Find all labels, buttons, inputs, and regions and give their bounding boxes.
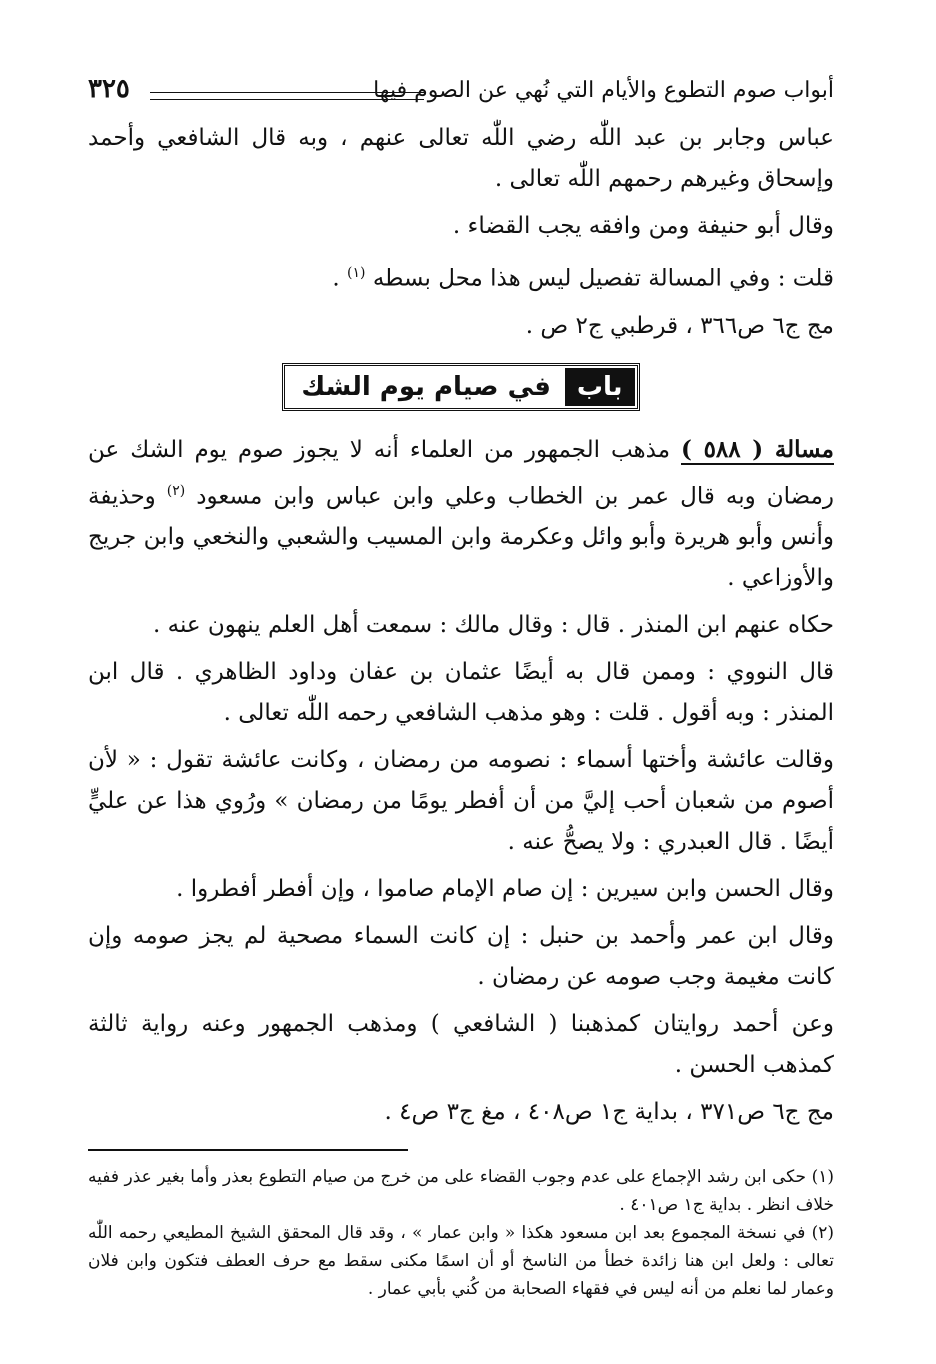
masala-label: مسالة ( ٥٨٨ ) [681, 435, 834, 463]
paragraph-masala [88, 429, 834, 600]
chapter-title: في صيام يوم الشك [301, 371, 551, 402]
footnote-1: (١) حكى ابن رشد الإجماع على عدم وجوب القضاء على من خرج من صيام التطوع بعذر وأما بغير عذر ففيه خلاف انظر . بداية ج١ ص٤٠١ . [88, 1167, 834, 1216]
masala-text-b: وحذيفة وأنس وأبو هريرة وأبو وائل وعكرمة وابن المسيب والشعبي والنخعي وابن جريج والأوزاعي . [88, 483, 834, 592]
paragraph-8: وقالت عائشة وأختها أسماء : نصومه من رمضان ، وكانت عائشة تقول : « لأن أصوم من شعبان أحب إليَّ من أن أفطر يومًا من رمضان » ورُوي هذا عن عليٍّ أيضًا . قال العبدري : ولا يصحُّ عنه . [88, 747, 834, 856]
paragraph-1: عباس وجابر بن عبد اللّٰه رضي اللّٰه تعالى عنهم ، وبه قال الشافعي وأحمد وإسحاق وغيرهم رحمهم اللّٰه تعالى . [88, 125, 834, 192]
footnote-separator [88, 1149, 408, 1151]
paragraph-11: وعن أحمد روايتان كمذهبنا ( الشافعي ) ومذهب الجمهور وعنه رواية ثالثة كمذهب الحسن . [88, 1011, 834, 1079]
paragraph-2: وقال أبو حنيفة ومن وافقه يجب القضاء . [452, 213, 834, 239]
reference-line-2: مج ج٦ ص٣٧١ ، بداية ج١ ص٤٠٨ ، مغ ج٣ ص٤ . [384, 1099, 834, 1126]
page-header [88, 74, 834, 118]
paragraph-9: وقال الحسن وابن سيرين : إن صام الإمام صاموا ، وإن أفطر أفطروا . [176, 876, 834, 903]
footnote-ref-1[interactable]: (١) [347, 265, 366, 281]
footnote-ref-2[interactable]: (٢) [166, 482, 186, 499]
page-number: ٣٢٥ [88, 74, 130, 104]
paragraph-7: قال النووي : وممن قال به أيضًا عثمان بن عفان وداود الظاهري . قال ابن المنذر : وبه أقول . قلت : وهو مذهب الشافعي رحمه اللّٰه تعالى . [88, 659, 834, 727]
chapter-bab-label: باب [565, 368, 635, 406]
footnote-2: (٢) في نسخة المجموع بعد ابن مسعود هكذا « وابن عمار » ، وقد قال المحقق الشيخ المطيعي رحمه اللّٰه تعالى : ولعل ابن هنا زائدة خطأ من الناسخ أو أن اسمًا مكنى سقط مع حرف العطف فتكون وابن فلان وعمار لما نعلم من أنه ليس في فقهاء الصحابة من كُني بأبي عمار . [88, 1223, 834, 1300]
chapter-heading [88, 363, 834, 411]
book-page [88, 74, 835, 1303]
paragraph-3 [88, 253, 834, 300]
paragraph-10: وقال ابن عمر وأحمد بن حنبل : إن كانت السماء مصحية لم يجز صومه وإن كانت مغيمة وجب صومه عن رمضان . [88, 923, 834, 991]
header-rule [150, 92, 424, 100]
chapter-box [282, 363, 639, 411]
paragraph-6: حكاه عنهم ابن المنذر . قال : وقال مالك : سمعت أهل العلم ينهون عنه . [152, 612, 834, 639]
paragraph-3-text: قلت : وفي المسالة تفصيل ليس هذا محل بسطه [372, 265, 834, 292]
running-title: أبواب صوم التطوع والأيام التي نُهي عن الصوم فيها [373, 78, 834, 103]
paragraph-3-end: . [332, 265, 348, 292]
reference-line-1: مج ج٦ ص٣٦٦ ، قرطبي ج٢ ص . [525, 312, 834, 339]
masala-text-a: مذهب الجمهور من العلماء أنه لا يجوز صوم يوم الشك عن رمضان وبه قال عمر بن الخطاب وعلي وابن عباس وابن مسعود [88, 436, 835, 510]
